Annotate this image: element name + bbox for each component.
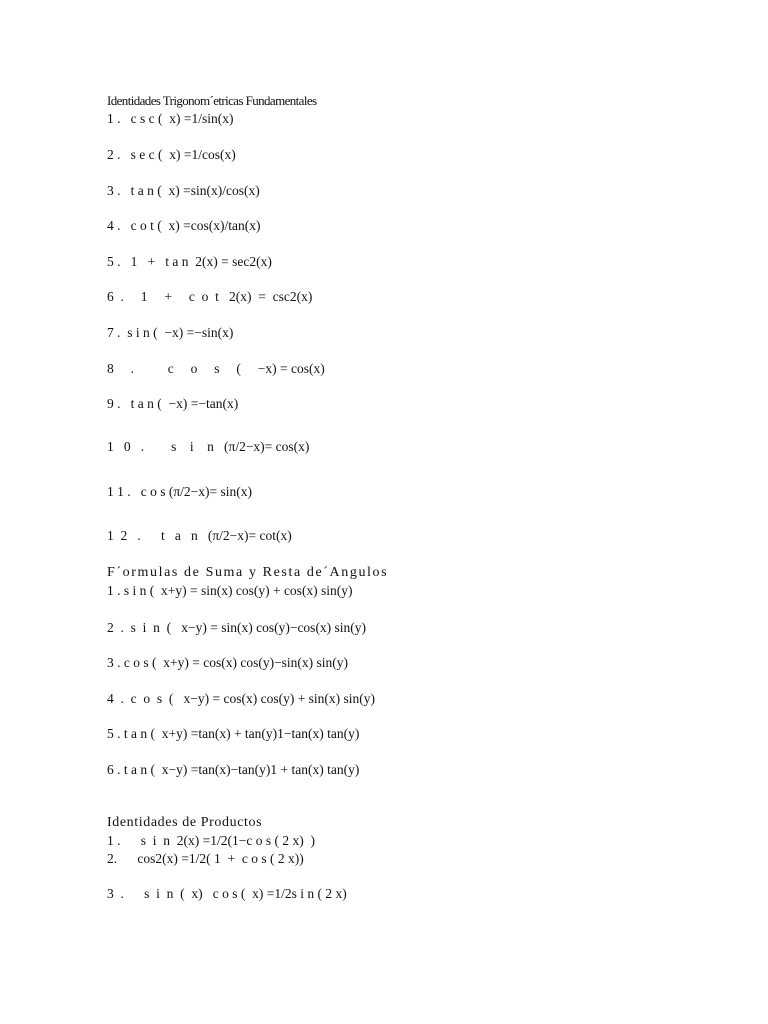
formula-sum-3: 3 . c o s ( x+y) = cos(x) cos(y)−sin(x) sin(y) <box>107 655 349 670</box>
formula-6: 6 . 1 + c o t 2(x) = csc2(x) <box>107 289 313 304</box>
formula-11: 1 1 . c o s (π/2−x)= sin(x) <box>107 484 253 499</box>
formula-sum-6: 6 . t a n ( x−y) =tan(x)−tan(y)1 + tan(x) tan(y) <box>107 762 360 777</box>
formula-3: 3 . t a n ( x) =sin(x)/cos(x) <box>107 183 260 198</box>
section-title-fundamentales: Identidades Trigonom´etricas Fundamentales <box>107 93 317 108</box>
formula-prod-2: 2. cos2(x) =1/2( 1 + c o s ( 2 x)) <box>107 851 304 866</box>
formula-2: 2 . s e c ( x) =1/cos(x) <box>107 147 236 162</box>
formula-prod-3: 3 . s i n ( x) c o s ( x) =1/2s i n ( 2 x) <box>107 886 347 901</box>
formula-7: 7 . s i n ( −x) =−sin(x) <box>107 325 234 340</box>
formula-sum-5: 5 . t a n ( x+y) =tan(x) + tan(y)1−tan(x) tan(y) <box>107 726 360 741</box>
formula-9: 9 . t a n ( −x) =−tan(x) <box>107 396 239 411</box>
formula-12: 1 2 . t a n (π/2−x)= cot(x) <box>107 528 292 543</box>
formula-8: 8 . c o s ( −x) = cos(x) <box>107 361 325 376</box>
formula-prod-1: 1 . s i n 2(x) =1/2(1−c o s ( 2 x) ) <box>107 833 315 848</box>
formula-sum-1: 1 . s i n ( x+y) = sin(x) cos(y) + cos(x) sin(y) <box>107 583 353 598</box>
formula-sum-4: 4 . c o s ( x−y) = cos(x) cos(y) + sin(x) sin(y) <box>107 691 376 706</box>
section-title-productos: Identidades de Productos <box>107 815 263 830</box>
formula-1: 1 . c s c ( x) =1/sin(x) <box>107 111 234 126</box>
section-title-suma-resta: F´ormulas de Suma y Resta de´Angulos <box>107 565 389 580</box>
formula-10: 1 0 . s i n (π/2−x)= cos(x) <box>107 439 310 454</box>
formula-4: 4 . c o t ( x) =cos(x)/tan(x) <box>107 218 261 233</box>
formula-sum-2: 2 . s i n ( x−y) = sin(x) cos(y)−cos(x) sin(y) <box>107 620 367 635</box>
formula-5: 5 . 1 + t a n 2(x) = sec2(x) <box>107 254 272 269</box>
